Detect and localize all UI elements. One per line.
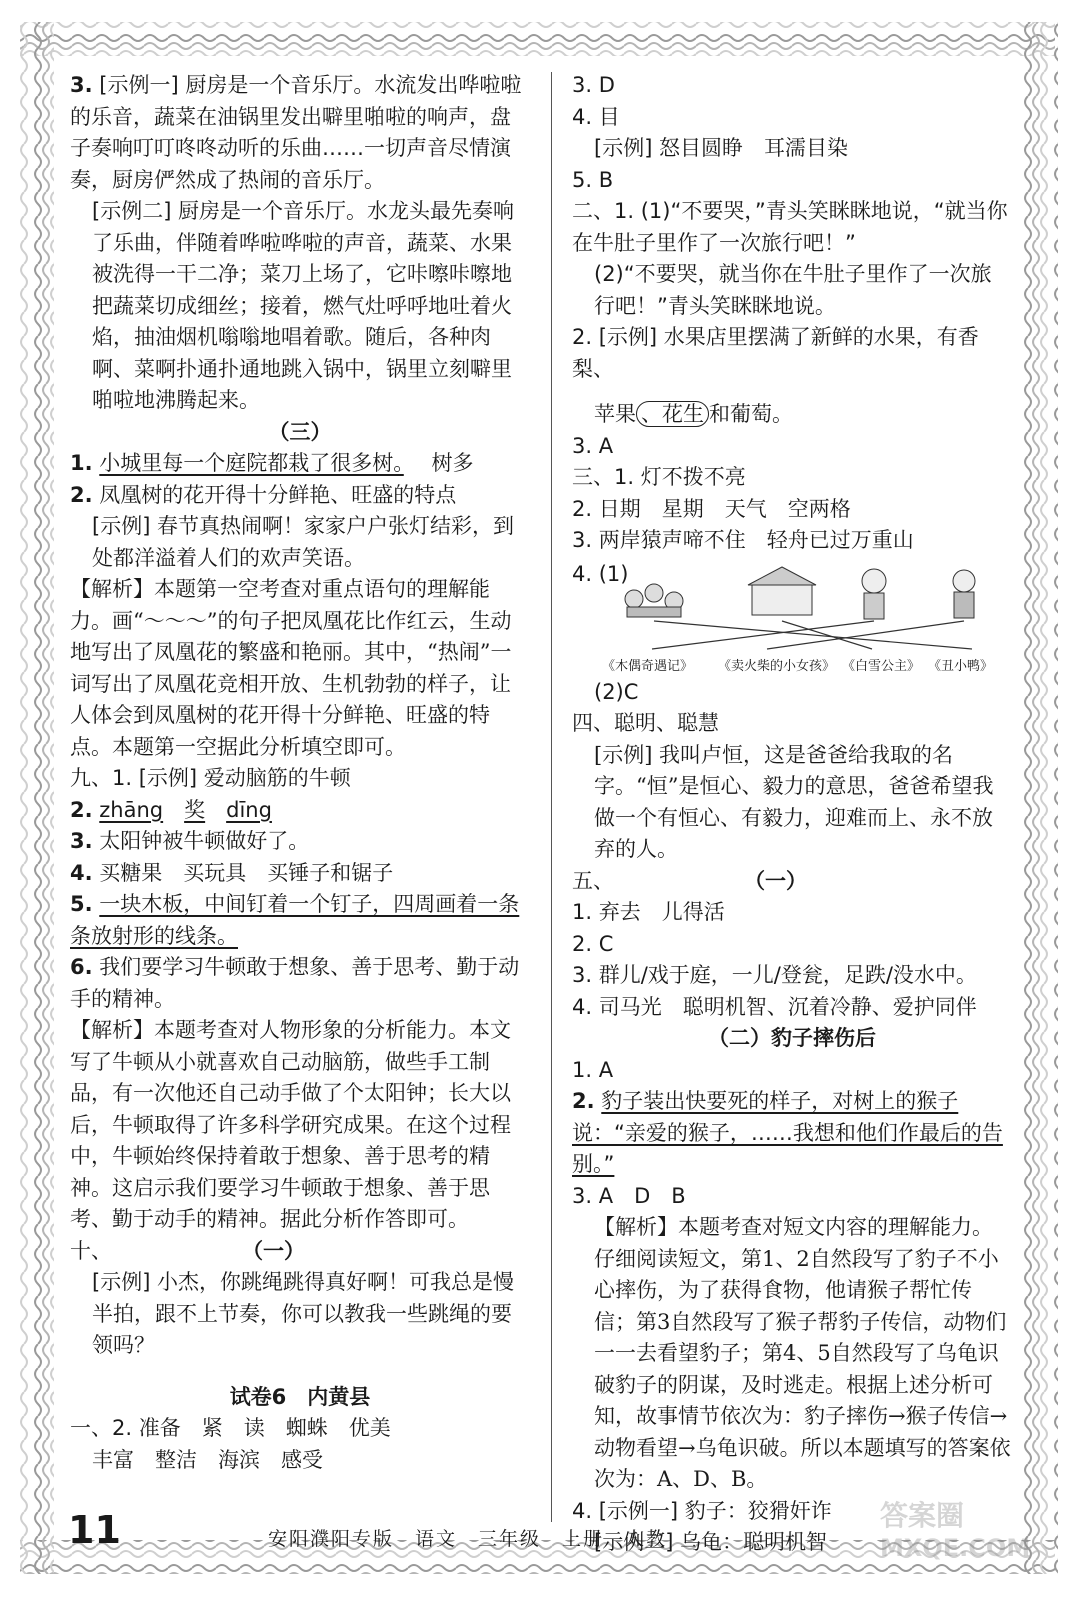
- illustration-girl-icon: [862, 569, 886, 619]
- r-q4-example: [示例] 怒目圆睁 耳濡目染: [594, 136, 849, 160]
- r5-q1: 1. 弃去 儿得活: [572, 900, 725, 924]
- s10-example: [示例] 小杰，你跳绳跳得真好啊！可我总是慢半拍，跟不上节奏，你可以教我一些跳绳的要领吗？: [92, 1270, 515, 1357]
- p6-q2-line1: 一、2. 准备 紧 读 蜘蛛 优美: [70, 1416, 391, 1440]
- r5b-q2: 2. 豹子装出快要死的样子，对树上的猴子说：“亲爱的猴子，……我想和他们作最后的告别。”: [572, 1089, 1003, 1176]
- section-3-title: （三）: [268, 419, 332, 444]
- book-label: 《卖火柴的小女孩》: [718, 658, 836, 674]
- r4-example: [示例] 我叫卢恒，这是爸爸给我取的名字。“恒”是恒心、毅力的意思，爸爸希望我做一个有恒心、有毅力，迎难而上、永不放弃的人。: [594, 742, 994, 861]
- s9-q1: 九、1. [示例] 爱动脑筋的牛顿: [70, 766, 351, 790]
- book-matching-figure: [572, 559, 1012, 677]
- s9-q5: 5. 一块木板，中间钉着一个钉子，四周画着一条条放射形的线条。: [70, 892, 520, 948]
- r2-q2-line1: 2. [示例] 水果店里摆满了新鲜的水果，有香梨、: [572, 325, 979, 381]
- s9-q6: 6. 我们要学习牛顿敢于想象、善于思考、勤于动手的精神。: [70, 955, 520, 1011]
- p6-q2-line2: 丰富 整洁 海滨 感受: [92, 1447, 323, 1472]
- r5b-q4-b: [示例二] 乌龟：聪明机智: [594, 1530, 828, 1554]
- r-q5: 5. B: [572, 167, 614, 192]
- right-column: [572, 70, 1012, 1559]
- watermark-logo: [880, 1494, 1030, 1574]
- s10-header: 十、 （一）: [70, 1238, 305, 1263]
- r2-q3: 3. A: [572, 433, 614, 458]
- illustration-village-icon: [748, 567, 816, 615]
- s3-analysis: 【解析】本题第一空考查对重点语句的理解能力。画“～～～”的句子把凤凰花比作红云，生动地写出了凤凰花的繁盛和艳丽。其中，“热闹”一词写出了凤凰花竞相开放、生机勃勃的样子，让人体会到凤凰树的花开得十分鲜艳、旺盛的特点。本题第一空据此分析填空即可。: [70, 577, 512, 759]
- r5b-q1: 1. A: [572, 1057, 614, 1082]
- r5-sub2: （二）豹子摔伤后: [708, 1026, 876, 1050]
- illustration-puppets-icon: [625, 584, 683, 617]
- book-label: 《白雪公主》: [842, 658, 921, 674]
- q3-example-1: 3. [示例一] 厨房是一个音乐厅。水流发出哗啦啦的乐音，蔬菜在油锅里发出噼里啪啦的响声，盘子奏响叮叮咚咚动听的乐曲……一切声音尽情演奏，厨房俨然成了热闹的音乐厅。: [70, 73, 522, 192]
- s9-q3: 3. 太阳钟被牛顿做好了。: [70, 829, 310, 853]
- r5-head: 五、 （一）: [572, 868, 807, 893]
- r5-q3: 3. 群儿/戏于庭，一儿/登瓮，足跌/没水中。: [572, 963, 977, 987]
- column-divider: [551, 72, 552, 1522]
- r5b-analysis: 【解析】本题考查对短文内容的理解能力。仔细阅读短文，第1、2自然段写了豹子不小心摔伤，为了获得食物，他请猴子帮忙传信；第3自然段写了猴子帮豹子传信，动物们一一去看望豹子；第4、5自然段写了乌龟识破豹子的阴谋，及时逃走。根据上述分析可知，故事情节依次为：豹子摔伤→猴子传信→动物看望→乌龟识破。所以本题填写的答案依次为：A、D、B。: [594, 1215, 1011, 1491]
- illustration-boy-icon: [953, 570, 975, 618]
- s9-analysis: 【解析】本题考查对人物形象的分析能力。本文写了牛顿从小就喜欢自己动脑筋，做些手工制品，有一次他还自己动手做了个太阳钟；长大以后，牛顿取得了许多科学研究成果。在这个过程中，牛顿始终保持着敢于想象、善于思考的精神。这启示我们要学习牛顿敢于想象、善于思考、勤于动手的精神。据此分析作答即可。: [70, 1018, 511, 1231]
- watermark-line1: 答案圈: [880, 1499, 965, 1532]
- paper-6-title: 试卷6 内黄县: [229, 1384, 371, 1409]
- r5-q4: 4. 司马光 聪明机智、沉着冷静、爱护同伴: [572, 994, 977, 1019]
- book-label: 《木偶奇遇记》: [602, 658, 694, 674]
- r3-q4-2: (2)C: [594, 679, 639, 704]
- q3-example-2: [示例二] 厨房是一个音乐厅。水龙头最先奏响了乐曲，伴随着哗啦哗啦的声音，蔬菜、水果被洗得一干二净；菜刀上场了，它咔嚓咔嚓地把蔬菜切成细丝；接着，燃气灶呼呼地吐着火焰，抽油烟机嗡嗡地唱着歌。随后，各种肉啊、菜啊扑通扑通地跳入锅中，锅里立刻噼里啪啦地沸腾起来。: [92, 199, 515, 412]
- r2-q1-a: 二、1. (1)“不要哭，”青头笑眯眯地说，“就当你在牛肚子里作了一次旅行吧！”: [572, 199, 1008, 255]
- r3-q2: 2. 日期 星期 天气 空两格: [572, 496, 851, 521]
- r2-q2-line2: 苹果 、花生 和葡萄。: [594, 402, 793, 426]
- s3-q1: 1. 小城里每一个庭院都栽了很多树。 树多: [70, 451, 474, 475]
- r5b-q4-a: 4. [示例一] 豹子：狡猾奸诈: [572, 1498, 832, 1523]
- book-label: 《丑小鸭》: [928, 658, 994, 674]
- r-q4: 4. 目: [572, 104, 620, 129]
- s3-q2: 2. 凤凰树的花开得十分鲜艳、旺盛的特点: [70, 482, 457, 507]
- page-number: 11: [68, 1508, 121, 1552]
- r5-q2: 2. C: [572, 931, 614, 956]
- r2-q1-b: (2)“不要哭，就当你在牛肚子里作了一次旅行吧！”青头笑眯眯地说。: [594, 262, 992, 318]
- r3-q3: 3. 两岸猿声啼不住 轻舟已过万重山: [572, 528, 914, 552]
- r-q3: 3. D: [572, 73, 615, 97]
- r3-q1: 三、1. 灯不拨不亮: [572, 465, 746, 489]
- r5b-q3: 3. A D B: [572, 1183, 686, 1208]
- left-column: [70, 70, 530, 1476]
- s9-q2: 2. zhāng 奖 dīng: [70, 797, 272, 822]
- s9-q4: 4. 买糖果 买玩具 买锤子和锯子: [70, 860, 394, 885]
- r4-head: 四、聪明、聪慧: [572, 711, 719, 735]
- s3-q2-example: [示例] 春节真热闹啊！家家户户张灯结彩，到处都洋溢着人们的欢声笑语。: [92, 514, 515, 570]
- r3-q4-label: 4. (1): [572, 561, 629, 586]
- insertion-mark: 、花生: [636, 401, 709, 427]
- watermark-line2: MXQE.COM: [880, 1534, 1031, 1562]
- footer-text: 安阳濮阳专版 语文 三年级 上册 人教: [268, 1528, 668, 1550]
